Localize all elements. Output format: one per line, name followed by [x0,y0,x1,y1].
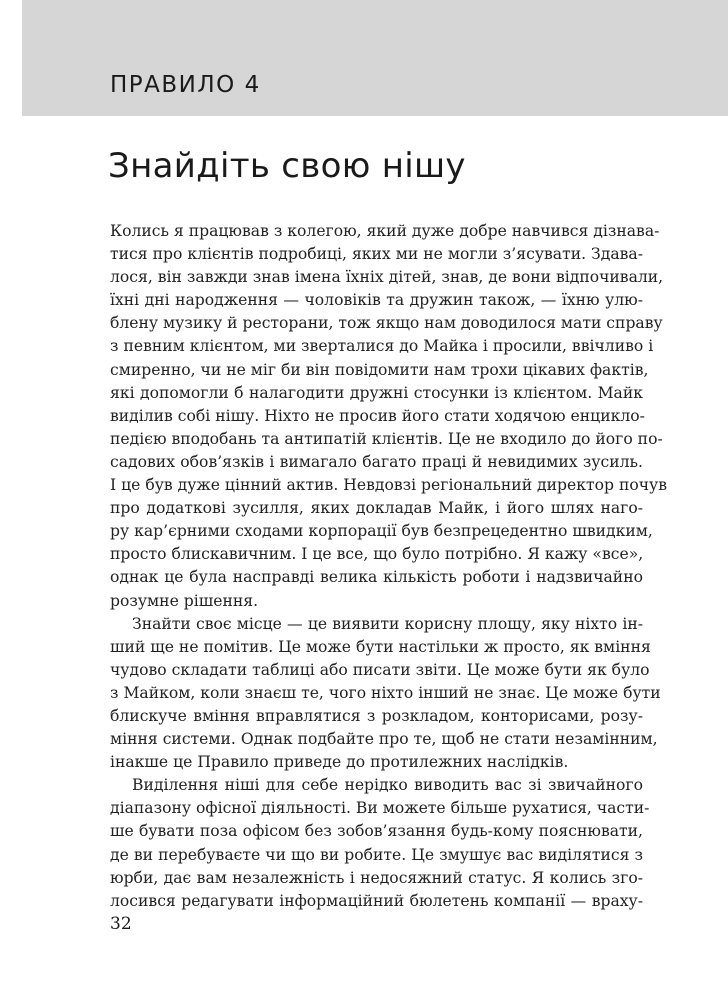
chapter-title: Знайдіть свою нішу [108,146,466,186]
text-line: їхні дні народження — чоловіків та дружин також, — їхню улю- [110,291,643,310]
text-line: з певним клієнтом, ми зверталися до Майка і просили, ввічливо і [110,337,654,356]
text-line: розумне рішення. [110,591,259,610]
text-line: ше бувати поза офісом без зобов’язання будь-кому пояснювати, [110,822,643,841]
text-line: блискуче вміння вправлятися з розкладом, конторисами, розу- [110,706,643,725]
page-number: 32 [110,914,132,934]
text-line: міння системи. Однак подбайте про те, щоб не стати незамінним, [110,730,658,749]
text-line: виділив собі нішу. Ніхто не просив його стати ходячою енцикло- [110,406,645,425]
chapter-header-band [22,0,728,116]
text-line: блену музику й ресторани, тож якщо нам доводилося мати справу [110,314,663,333]
text-line: педією вподобань та антипатій клієнтів. Це не входило до його по- [110,429,663,448]
text-line: які допомогли б налагодити дружні стосунки із клієнтом. Майк [110,383,643,402]
text-line: лося, він завжди знав імена їхніх дітей, знав, де вони відпочивали, [110,268,664,287]
text-line: лосився редагувати інформаційний бюлетень компанії — враху- [110,891,643,910]
paragraph [110,220,667,613]
text-line: просто блискавичним. І це все, що було потрібно. Я кажу «все», [110,545,644,564]
rule-label: ПРАВИЛО 4 [110,72,261,98]
text-line: однак це була насправді велика кількість роботи і надзвичайно [110,568,643,587]
text-line: інакше це Правило приведе до протилежних наслідків. [110,753,569,772]
text-line: ший ще не помітив. Це може бути настільки ж просто, як вміння [110,637,651,656]
paragraph [110,613,661,775]
text-line: юрби, дає вам незалежність і недосяжний статус. Я колись зго- [110,868,643,887]
text-line: з Майком, коли знаєш те, чого ніхто інший не знає. Це може бути [110,683,661,702]
text-line: де ви перебуваєте чи що ви робите. Це змушує вас виділятися з [110,845,643,864]
paragraph [110,774,650,913]
text-line: чудово складати таблиці або писати звіти. Це може бути як було [110,660,650,679]
text-line: Знайти своє місце — це виявити корисну площу, яку ніхто ін- [132,614,643,633]
text-line: смиренно, чи не міг би він повідомити нам трохи цікавих фактів, [110,360,649,379]
text-line: про додаткові зусилля, яких докладав Майк, і його шлях наго- [110,499,643,518]
text-line: діапазону офісної діяльності. Ви можете більше рухатися, части- [110,799,650,818]
text-line: ру кар’єрними сходами корпорації був безпрецедентно швидким, [110,522,653,541]
text-line: І це був дуже цінний актив. Невдовзі регіональний директор почув [110,476,667,495]
text-line: Колись я працював з колегою, який дуже добре навчився дізнава- [110,222,660,240]
text-line: Виділення ніші для себе нерідко виводить вас зі звичайного [132,776,643,795]
text-line: садових обов’язків і вимагало багато праці й невидимих зусиль. [110,452,643,471]
body-text [110,220,667,913]
text-line: тися про клієнтів подробиці, яких ми не могли з’ясувати. Здава- [110,245,643,264]
